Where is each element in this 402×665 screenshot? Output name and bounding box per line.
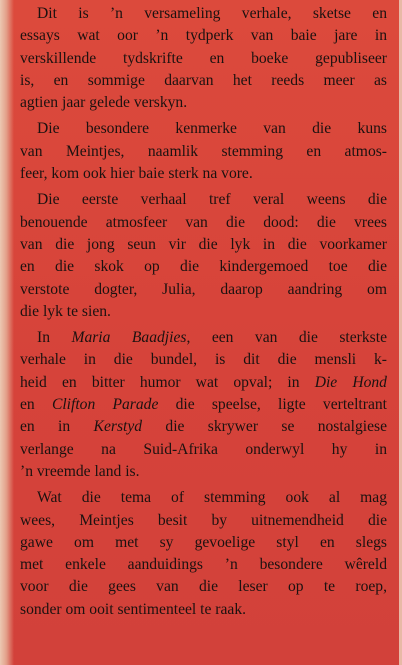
italic-title: Kerstyd bbox=[93, 418, 143, 436]
text-segment: Wat die tema of stemming ook al mag bbox=[37, 489, 387, 507]
text-line bbox=[20, 532, 387, 554]
text-segment: Die besondere kenmerke van die kuns bbox=[37, 120, 387, 138]
text-line bbox=[20, 212, 387, 234]
paragraph bbox=[20, 327, 387, 483]
text-segment: benouende atmosfeer van die dood: die vrees bbox=[20, 213, 387, 231]
text-line bbox=[20, 487, 387, 509]
text-line bbox=[20, 234, 387, 256]
text-line bbox=[20, 439, 387, 461]
text-line bbox=[20, 25, 387, 47]
text-segment: sonder om ooit sentimenteel te raak. bbox=[20, 600, 247, 618]
text-segment: heid en bitter humor wat opval; in bbox=[20, 373, 315, 391]
text-segment: Dit is ’n versameling verhale, sketse en bbox=[37, 5, 387, 22]
text-segment: en die skok op die kindergemoed toe die bbox=[20, 258, 387, 276]
text-line bbox=[20, 3, 387, 25]
text-line bbox=[20, 92, 387, 114]
paragraph bbox=[20, 118, 387, 185]
text-line bbox=[20, 279, 387, 301]
left-page-edge bbox=[0, 0, 14, 665]
text-line bbox=[20, 163, 387, 185]
text-segment: ’n vreemde land is. bbox=[20, 462, 140, 480]
text-segment: en bbox=[20, 396, 52, 414]
text-line bbox=[20, 189, 387, 211]
text-segment: die lyk te sien. bbox=[20, 302, 111, 320]
text-line bbox=[20, 510, 387, 532]
paragraph bbox=[20, 487, 387, 621]
text-line bbox=[20, 141, 387, 163]
text-line bbox=[20, 394, 387, 416]
text-segment: verskillende tydskrifte en boeke gepubliseer bbox=[20, 49, 387, 67]
text-line bbox=[20, 48, 387, 70]
text-segment: van die jong seun vir die lyk in die voorkamer bbox=[20, 235, 387, 253]
text-segment: voor die gees van die leser op te roep, bbox=[20, 578, 387, 596]
text-line bbox=[20, 372, 387, 394]
text-line bbox=[20, 461, 387, 483]
italic-title: Maria Baadjies bbox=[71, 329, 187, 347]
text-segment: en in bbox=[20, 418, 94, 436]
text-segment: wees, Meintjes besit by uitnemendheid die bbox=[20, 511, 387, 529]
text-line bbox=[20, 256, 387, 278]
text-segment: verhale in die bundel, is dit die mensli k- bbox=[20, 351, 387, 369]
text-segment: In bbox=[37, 329, 72, 347]
paragraph bbox=[20, 3, 387, 114]
paragraph bbox=[20, 189, 387, 323]
text-line bbox=[20, 416, 387, 438]
text-segment: essays wat oor ’n tydperk van baie jare in bbox=[20, 27, 387, 45]
text-segment: Die eerste verhaal tref veral weens die bbox=[37, 191, 387, 209]
text-segment: verlange na Suid-Afrika onderwyl hy in bbox=[20, 440, 387, 458]
text-line bbox=[20, 118, 387, 140]
text-segment: die skrywer se nostalgiese bbox=[142, 418, 387, 436]
text-line bbox=[20, 70, 387, 92]
italic-title: Clifton Parade bbox=[51, 396, 159, 414]
text-line bbox=[20, 576, 387, 598]
text-segment: met enkele aanduidings ’n besondere wêreld bbox=[20, 556, 387, 574]
text-segment: feer, kom ook hier baie sterk na vore. bbox=[20, 165, 253, 183]
text-line bbox=[20, 554, 387, 576]
text-line bbox=[20, 349, 387, 371]
text-line bbox=[20, 327, 387, 349]
text-line bbox=[20, 599, 387, 621]
text-segment: agtien jaar gelede verskyn. bbox=[20, 94, 188, 112]
blurb-text-body bbox=[20, 3, 387, 621]
text-segment: verstote dogter, Julia, daarop aandring om bbox=[20, 280, 387, 298]
italic-title: Die Hond bbox=[314, 373, 387, 391]
text-segment: van Meintjes, naamlik stemming en atmos- bbox=[20, 142, 387, 160]
text-line bbox=[20, 301, 387, 323]
text-segment: gawe om met sy gevoelige styl en slegs bbox=[20, 533, 387, 551]
text-segment: is, en sommige daarvan het reeds meer as bbox=[20, 71, 387, 89]
text-segment: die speelse, ligte verteltrant bbox=[158, 396, 387, 414]
text-segment: , een van die sterkste bbox=[186, 329, 387, 347]
